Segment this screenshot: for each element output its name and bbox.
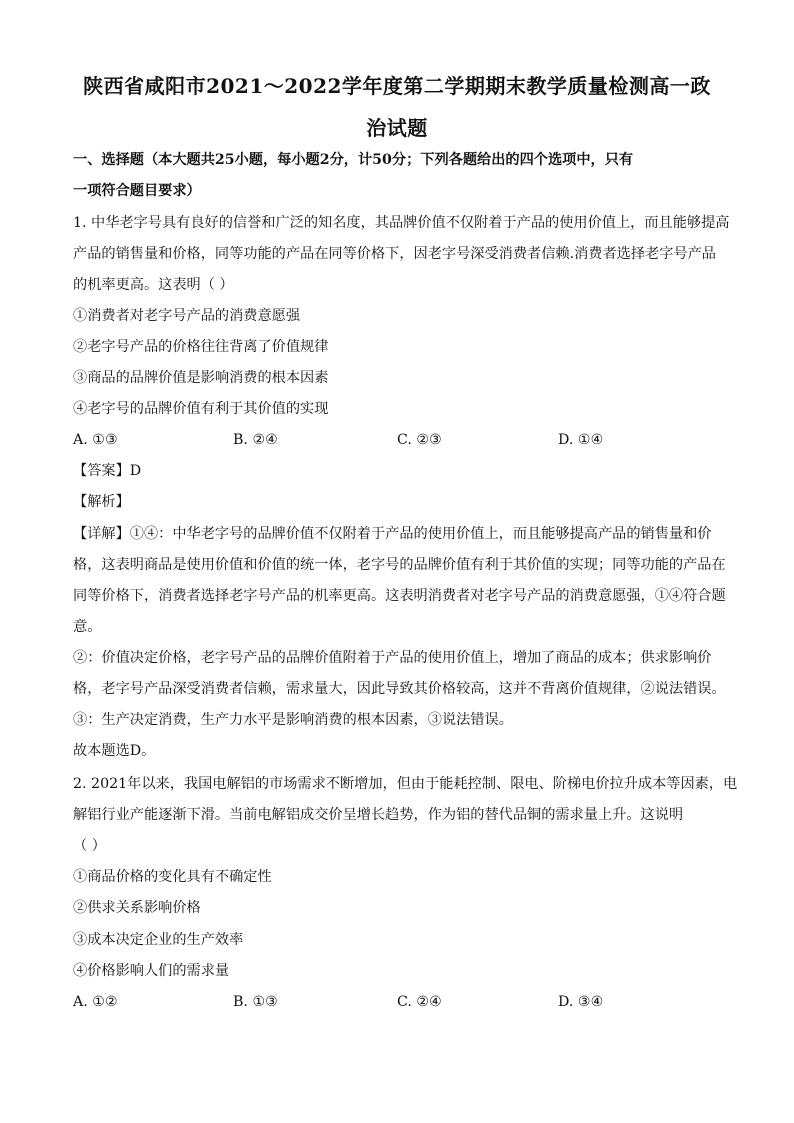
q1-stem-line3: 的机率更高。这表明（ ） — [73, 277, 234, 293]
q1-item-4: ④老字号的品牌价值有利于其价值的实现 — [73, 401, 329, 417]
q2-stem-line1: 2. 2021年以来，我国电解铝的市场需求不断增加，但由于能耗控制、限电、阶梯电价拉升成本等因素，电 — [73, 776, 738, 792]
q1-item-3: ③商品的品牌价值是影响消费的根本因素 — [73, 370, 329, 386]
q1-analysis-line7: ③：生产决定消费，生产力水平是影响消费的根本因素，③说法错误。 — [73, 712, 513, 728]
q1-analysis-line8: 故本题选D。 — [73, 743, 156, 759]
q1-stem-line1: 1. 中华老字号具有良好的信誉和广泛的知名度，其品牌价值不仅附着于产品的使用价值上，而且能够提高 — [73, 215, 730, 231]
q1-item-1: ①消费者对老字号产品的消费意愿强 — [73, 308, 301, 324]
q2-item-3: ③成本决定企业的生产效率 — [73, 932, 244, 948]
q2-item-1: ①商品价格的变化具有不确定性 — [73, 869, 272, 885]
q1-option-a: A. ①③ — [73, 432, 118, 448]
q1-option-b: B. ②④ — [233, 432, 278, 448]
q1-analysis-line5: ②：价值决定价格，老字号产品的品牌价值附着于产品的使用价值上，增加了商品的成本；供求影响价 — [73, 650, 712, 666]
q1-stem-line2: 产品的销售量和价格，同等功能的产品在同等价格下，因老字号深受消费者信赖.消费者选择老字号产品 — [73, 246, 716, 262]
q2-option-d: D. ③④ — [558, 994, 604, 1010]
q1-answer: 【答案】D — [73, 463, 142, 479]
q2-option-c: C. ②④ — [397, 994, 442, 1010]
q1-item-2: ②老字号产品的价格往往背离了价值规律 — [73, 339, 329, 355]
q1-option-c: C. ②③ — [397, 432, 442, 448]
section-heading-line1: 一、选择题（本大题共25小题，每小题2分，计50分；下列各题给出的四个选项中，只有 — [73, 152, 634, 168]
q1-analysis-line4: 意。 — [73, 619, 102, 635]
q1-analysis-line2: 格，这表明商品是使用价值和价值的统一体，老字号的品牌价值有利于其价值的实现；同等功能的产品在 — [73, 557, 726, 573]
q2-option-a: A. ①② — [73, 994, 118, 1010]
document-title-line1: 陕西省咸阳市2021～2022学年度第二学期期末教学质量检测高一政 — [83, 74, 711, 98]
q2-option-b: B. ①③ — [233, 994, 278, 1010]
q2-item-2: ②供求关系影响价格 — [73, 900, 201, 916]
q2-item-4: ④价格影响人们的需求量 — [73, 963, 230, 979]
document-title-line2: 治试题 — [366, 116, 428, 140]
q2-stem-line2: 解铝行业产能逐渐下滑。当前电解铝成交价呈增长趋势，作为铝的替代品铜的需求量上升。这说明 — [73, 807, 684, 823]
q1-analysis-line1: 【详解】①④：中华老字号的品牌价值不仅附着于产品的使用价值上，而且能够提高产品的销售量和价 — [73, 526, 712, 542]
q1-analysis-line6: 格，老字号产品深受消费者信赖，需求量大，因此导致其价格较高，这并不背离价值规律，②说法错误。 — [73, 681, 726, 697]
section-heading-line2: 一项符合题目要求） — [73, 183, 201, 199]
q2-stem-line3: （ ） — [73, 838, 106, 854]
q1-analysis-line3: 同等价格下，消费者选择老字号产品的机率更高。这表明消费者对老字号产品的消费意愿强，①④符合题 — [73, 588, 726, 604]
q1-analysis-label: 【解析】 — [73, 494, 130, 510]
q1-option-d: D. ①④ — [558, 432, 604, 448]
